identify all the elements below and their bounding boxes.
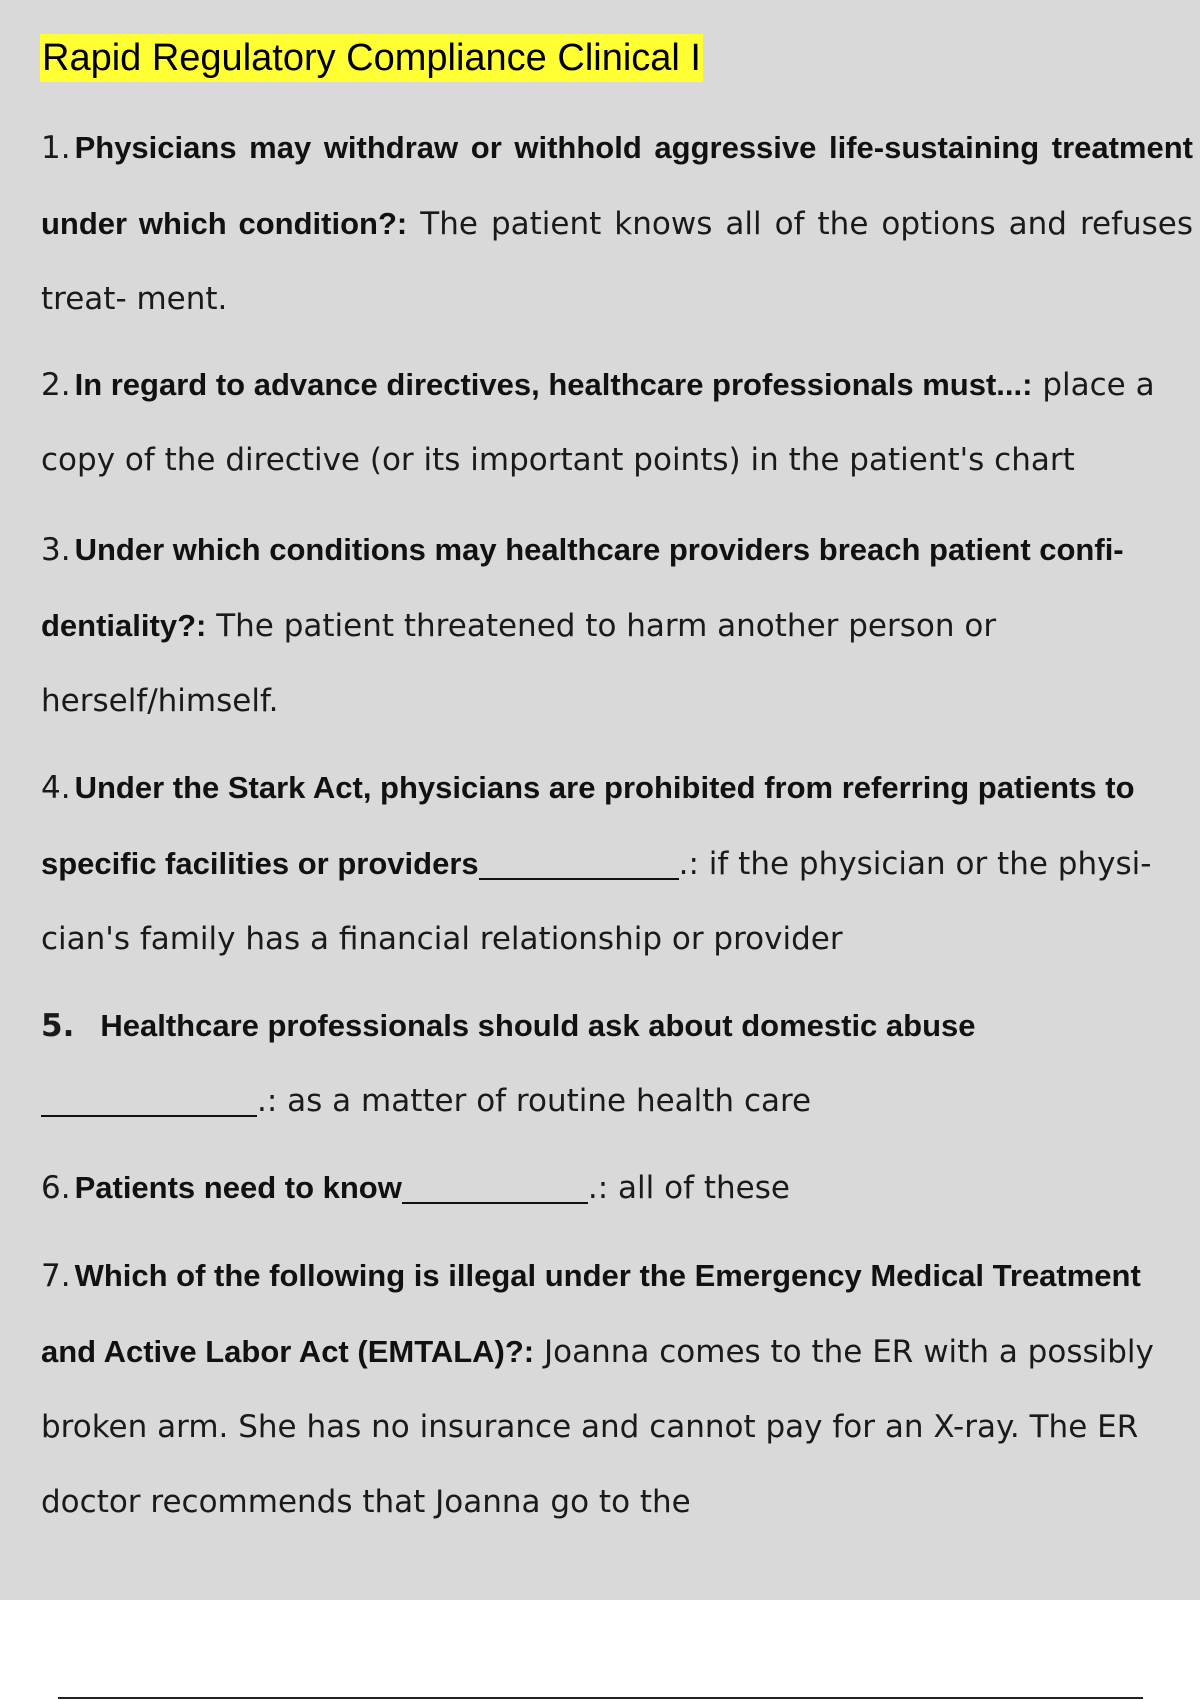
item-number: 3. bbox=[41, 532, 71, 568]
question-text: Which of the following is illegal under the Emergency Medical Treatment and Active Labor Act (EMTALA)?: bbox=[41, 1258, 1141, 1369]
item-number: 7. bbox=[41, 1258, 71, 1294]
answer-text: The patient knows all of the options and refuses treat- ment. bbox=[41, 206, 1194, 317]
item-number: 2. bbox=[41, 367, 71, 403]
question-text: Under which conditions may healthcare providers breach patient confi- dentiality?: bbox=[41, 532, 1124, 643]
fill-in-blank bbox=[402, 1171, 588, 1204]
answer-suffix: .: bbox=[257, 1083, 278, 1119]
qa-item-2 bbox=[41, 347, 1193, 498]
answer-suffix: .: bbox=[587, 1170, 609, 1206]
question-text: Healthcare professionals should ask about domestic abuse bbox=[100, 1008, 976, 1043]
item-number: 5. bbox=[41, 1008, 75, 1044]
qa-item-3 bbox=[41, 512, 1193, 739]
question-text: Under the Stark Act, physicians are prohibited from referring patients to specific facilities or providers bbox=[41, 770, 1135, 881]
document-title: Rapid Regulatory Compliance Clinical I bbox=[40, 34, 703, 82]
question-text: In regard to advance directives, healthcare professionals must...: bbox=[74, 367, 1033, 402]
qa-item-7 bbox=[41, 1238, 1193, 1540]
fill-in-blank bbox=[41, 1084, 257, 1117]
answer-text: Joanna comes to the ER with a possibly broken arm. She has no insurance and cannot pay for an X-ray. The ER doctor recommends that Joanna go to the bbox=[41, 1334, 1154, 1520]
answer-text: place a copy of the directive (or its important points) in the patient's chart bbox=[41, 367, 1155, 478]
question-text: Physicians may withdraw or withhold aggressive life-sustaining treatment under which condition?: bbox=[41, 130, 1193, 241]
answer-suffix: .: bbox=[678, 846, 699, 882]
item-number: 1. bbox=[41, 130, 71, 166]
answer-text: all of these bbox=[618, 1170, 790, 1206]
qa-item-5 bbox=[41, 988, 1193, 1139]
question-text: Patients need to know bbox=[74, 1170, 402, 1205]
qa-item-6 bbox=[41, 1150, 1193, 1226]
fill-in-blank bbox=[479, 847, 679, 880]
footer-divider bbox=[58, 1697, 1143, 1699]
qa-item-1 bbox=[41, 110, 1193, 337]
answer-text: if the physician or the physi- cian's family has a financial relationship or provider bbox=[41, 846, 1152, 957]
answer-text: The patient threatened to harm another person or herself/himself. bbox=[41, 608, 997, 719]
item-number: 4. bbox=[41, 770, 71, 806]
item-number: 6. bbox=[41, 1170, 71, 1206]
qa-item-4 bbox=[41, 750, 1193, 977]
answer-text: as a matter of routine health care bbox=[287, 1083, 812, 1119]
